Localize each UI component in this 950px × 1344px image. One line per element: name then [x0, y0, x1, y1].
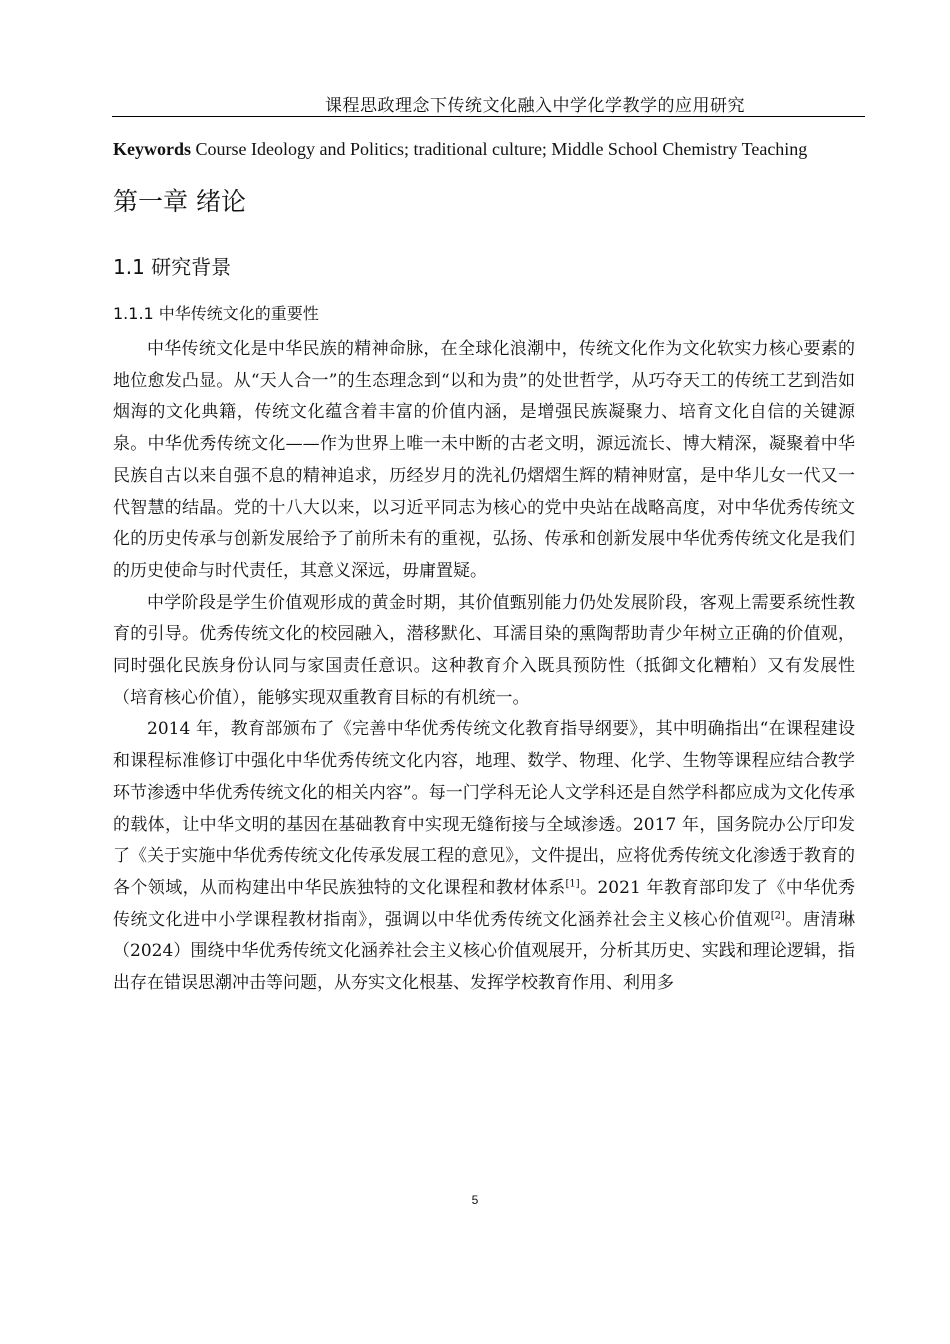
keywords-text: Course Ideology and Politics; traditional culture; Middle School Chemistry Teaching	[191, 139, 808, 159]
body-text	[113, 334, 855, 1000]
keywords-line	[113, 139, 807, 160]
paragraph-3-part-b: 。2021 年教育部印发了《中华优秀传统文化进中小学课程教材指南》，强调以中华优秀传统文化涵养社会主义核心价值观	[113, 877, 856, 930]
keywords-label: Keywords	[113, 139, 191, 159]
paragraph-3-part-a: 2014 年，教育部颁布了《完善中华优秀传统文化教育指导纲要》，其中明确指出“在课程建设和课程标准修订中强化中华优秀传统文化内容，地理、数学、物理、化学、生物等课程应结合教学环节渗透中华优秀传统文化的相关内容”。每一门学科无论人文学科还是自然学科都应成为文化传承的载体，让中华文明的基因在基础教育中实现无缝衔接与全域渗透。2017 年，国务院办公厅印发了《关于实施中华优秀传统文化传承发展工程的意见》，文件提出，应将优秀传统文化渗透于教育的各个领域，从而构建出中华民族独特的文化课程和教材体系	[113, 719, 855, 898]
paragraph-2: 中学阶段是学生价值观形成的黄金时期，其价值甄别能力仍处发展阶段，客观上需要系统性教育的引导。优秀传统文化的校园融入，潜移默化、耳濡目染的熏陶帮助青少年树立正确的价值观，同时强化民族身份认同与家国责任意识。这种教育介入既具预防性（抵御文化糟粕）又有发展性（培育核心价值），能够实现双重教育目标的有机统一。	[113, 592, 855, 708]
header-rule	[112, 116, 865, 117]
paragraph-3-part-c: 。唐清琳（2024）围绕中华优秀传统文化涵养社会主义核心价值观展开，分析其历史、实践和理论逻辑，指出存在错误思潮冲击等问题，从夯实文化根基、发挥学校教育作用、利用多	[113, 909, 856, 994]
chapter-title: 第一章 绪论	[113, 187, 246, 216]
citation-1: [1]	[565, 878, 580, 890]
citation-2: [2]	[770, 910, 785, 921]
page-number: 5	[471, 1193, 479, 1207]
paragraph-1: 中华传统文化是中华民族的精神命脉，在全球化浪潮中，传统文化作为文化软实力核心要素的地位愈发凸显。从“天人合一”的生态理念到“以和为贵”的处世哲学，从巧夺天工的传统工艺到浩如烟海的文化典籍，传统文化蕴含着丰富的价值内涵，是增强民族凝聚力、培育文化自信的关键源泉。中华优秀传统文化——作为世界上唯一未中断的古老文明，源远流长、博大精深，凝聚着中华民族自古以来自强不息的精神追求，历经岁月的洗礼仍熠熠生辉的精神财富，是中华儿女一代又一代智慧的结晶。党的十八大以来，以习近平同志为核心的党中央站在战略高度，对中华优秀传统文化的历史传承与创新发展给予了前所未有的重视，弘扬、传承和创新发展中华优秀传统文化是我们的历史使命与时代责任，其意义深远，毋庸置疑。	[113, 339, 855, 581]
header-title: 课程思政理念下传统文化融入中学化学教学的应用研究	[325, 96, 745, 116]
paragraph-3	[113, 714, 855, 999]
subsection-title: 1.1.1 中华传统文化的重要性	[113, 304, 319, 323]
section-title: 1.1 研究背景	[113, 255, 232, 279]
